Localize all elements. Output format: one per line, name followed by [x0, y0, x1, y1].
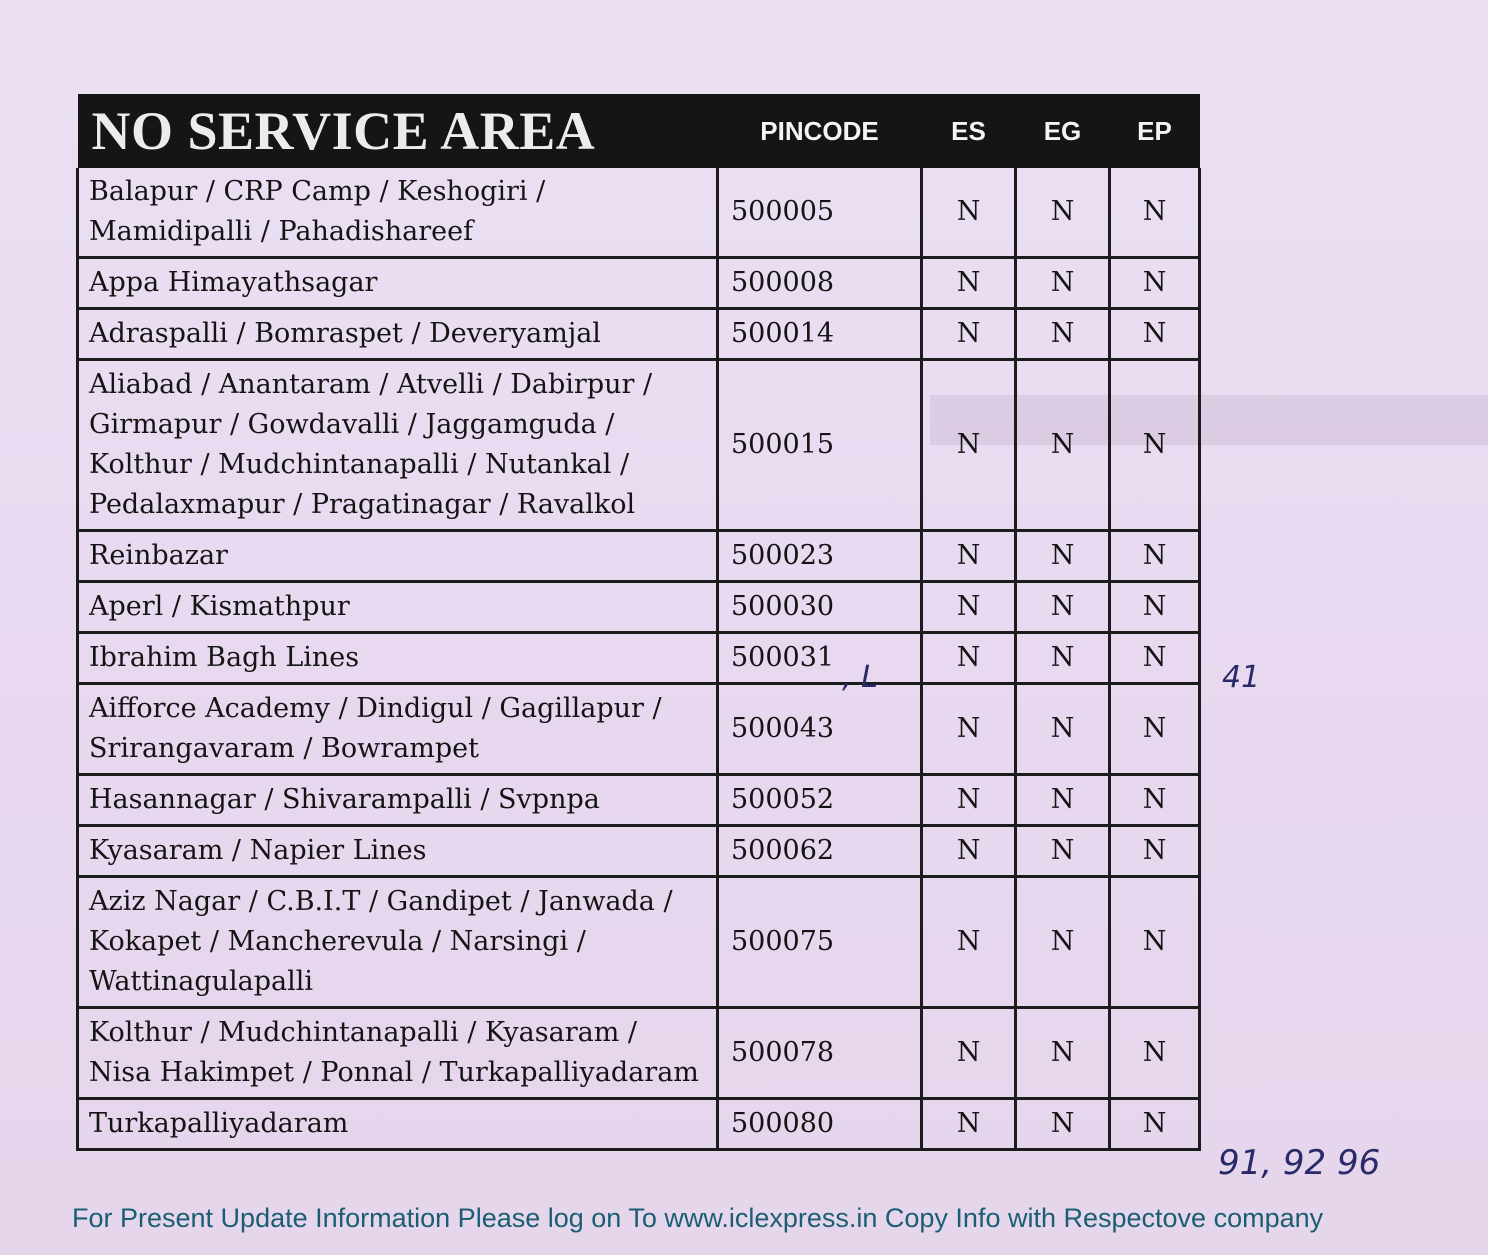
- area-line: Aperl / Kismathpur: [89, 591, 350, 622]
- table-row: [78, 877, 1200, 1008]
- area-line: Kyasaram / Napier Lines: [89, 835, 427, 866]
- table-row: [78, 826, 1200, 877]
- pincode-cell: 500015: [718, 360, 922, 531]
- pincode-cell: 500031: [718, 633, 922, 684]
- area-line: Aliabad / Anantaram / Atvelli / Dabirpur /: [89, 369, 653, 400]
- area-cell: [78, 633, 718, 684]
- es-cell: N: [922, 684, 1016, 775]
- ep-cell: N: [1110, 684, 1200, 775]
- table-row: [78, 258, 1200, 309]
- area-line: Aziz Nagar / C.B.I.T / Gandipet / Janwada /: [89, 886, 673, 917]
- es-cell: N: [922, 309, 1016, 360]
- area-line: Hasannagar / Shivarampalli / Svpnpa: [89, 784, 600, 815]
- es-cell: N: [922, 775, 1016, 826]
- ep-cell: N: [1110, 877, 1200, 1008]
- pincode-cell: 500078: [718, 1008, 922, 1099]
- ep-cell: N: [1110, 582, 1200, 633]
- header-ep: EP: [1137, 115, 1172, 146]
- table-row: [78, 168, 1200, 258]
- area-cell: [78, 258, 718, 309]
- ep-cell: N: [1110, 1099, 1200, 1150]
- area-cell: [78, 309, 718, 360]
- area-line: Ibrahim Bagh Lines: [89, 642, 360, 673]
- es-cell: N: [922, 1008, 1016, 1099]
- table-row: [78, 1008, 1200, 1099]
- pincode-cell: 500080: [718, 1099, 922, 1150]
- no-service-area-table: [76, 94, 1201, 1151]
- ep-cell: N: [1110, 775, 1200, 826]
- area-line: Reinbazar: [89, 540, 228, 571]
- pincode-cell: 500030: [718, 582, 922, 633]
- area-line: Kolthur / Mudchintanapalli / Kyasaram /: [89, 1017, 638, 1048]
- es-cell: N: [922, 582, 1016, 633]
- pincode-cell: 500075: [718, 877, 922, 1008]
- area-line: Girmapur / Gowdavalli / Jaggamguda /: [89, 409, 615, 440]
- pincode-cell: 500008: [718, 258, 922, 309]
- table-title: NO SERVICE AREA: [91, 101, 596, 161]
- area-line: Turkapalliyadaram: [89, 1108, 349, 1139]
- table-row: [78, 582, 1200, 633]
- footer-notice[interactable]: For Present Update Information Please log on To www.iclexpress.in Copy Info with Respectove company: [72, 1203, 1324, 1233]
- area-cell: [78, 775, 718, 826]
- eg-cell: N: [1016, 360, 1110, 531]
- area-cell: [78, 826, 718, 877]
- area-cell: [78, 1099, 718, 1150]
- pincode-cell: 500043: [718, 684, 922, 775]
- area-cell: [78, 168, 718, 258]
- handwritten-note-pin: , L: [842, 660, 878, 695]
- es-cell: N: [922, 258, 1016, 309]
- area-line: Kokapet / Mancherevula / Narsingi /: [89, 926, 586, 957]
- area-line: Adraspalli / Bomraspet / Deveryamjal: [89, 318, 601, 349]
- header-es: ES: [951, 115, 986, 146]
- area-line: Aifforce Academy / Dindigul / Gagillapur /: [89, 693, 662, 724]
- area-line: Nisa Hakimpet / Ponnal / Turkapalliyadaram: [89, 1057, 699, 1088]
- eg-cell: N: [1016, 684, 1110, 775]
- area-line: Appa Himayathsagar: [89, 267, 378, 298]
- table-row: [78, 531, 1200, 582]
- eg-cell: N: [1016, 1008, 1110, 1099]
- eg-cell: N: [1016, 309, 1110, 360]
- eg-cell: N: [1016, 1099, 1110, 1150]
- ep-cell: N: [1110, 360, 1200, 531]
- ep-cell: N: [1110, 168, 1200, 258]
- eg-cell: N: [1016, 826, 1110, 877]
- area-cell: [78, 877, 718, 1008]
- eg-cell: N: [1016, 258, 1110, 309]
- ep-cell: N: [1110, 826, 1200, 877]
- eg-cell: N: [1016, 633, 1110, 684]
- table-row: [78, 309, 1200, 360]
- table-row: [78, 360, 1200, 531]
- area-line: Wattinagulapalli: [89, 966, 314, 997]
- eg-cell: N: [1016, 775, 1110, 826]
- area-line: Kolthur / Mudchintanapalli / Nutankal /: [89, 449, 630, 480]
- ep-cell: N: [1110, 309, 1200, 360]
- handwritten-note-bottom: 91, 92 96: [1218, 1143, 1381, 1183]
- es-cell: N: [922, 1099, 1016, 1150]
- table-row: [78, 684, 1200, 775]
- table-header-row: [78, 94, 1200, 168]
- area-cell: [78, 1008, 718, 1099]
- ep-cell: N: [1110, 258, 1200, 309]
- table-row: [78, 633, 1200, 684]
- area-line: Pedalaxmapur / Pragatinagar / Ravalkol: [89, 489, 636, 520]
- eg-cell: N: [1016, 531, 1110, 582]
- area-cell: [78, 684, 718, 775]
- area-line: Mamidipalli / Pahadishareef: [89, 216, 474, 247]
- eg-cell: N: [1016, 168, 1110, 258]
- es-cell: N: [922, 633, 1016, 684]
- es-cell: N: [922, 168, 1016, 258]
- eg-cell: N: [1016, 877, 1110, 1008]
- handwritten-note-41: 41: [1222, 660, 1261, 695]
- pincode-cell: 500014: [718, 309, 922, 360]
- es-cell: N: [922, 826, 1016, 877]
- ep-cell: N: [1110, 1008, 1200, 1099]
- pincode-cell: 500052: [718, 775, 922, 826]
- area-cell: [78, 531, 718, 582]
- ep-cell: N: [1110, 531, 1200, 582]
- header-eg: EG: [1043, 115, 1082, 146]
- pincode-cell: 500023: [718, 531, 922, 582]
- es-cell: N: [922, 360, 1016, 531]
- area-line: Balapur / CRP Camp / Keshogiri /: [89, 176, 546, 207]
- table-body: [78, 168, 1200, 1150]
- table-row: [78, 775, 1200, 826]
- area-cell: [78, 360, 718, 531]
- header-pincode: PINCODE: [760, 115, 879, 146]
- ep-cell: N: [1110, 633, 1200, 684]
- es-cell: N: [922, 531, 1016, 582]
- pincode-cell: 500062: [718, 826, 922, 877]
- area-line: Srirangavaram / Bowrampet: [89, 733, 479, 764]
- es-cell: N: [922, 877, 1016, 1008]
- area-cell: [78, 582, 718, 633]
- pincode-cell: 500005: [718, 168, 922, 258]
- eg-cell: N: [1016, 582, 1110, 633]
- table-row: [78, 1099, 1200, 1150]
